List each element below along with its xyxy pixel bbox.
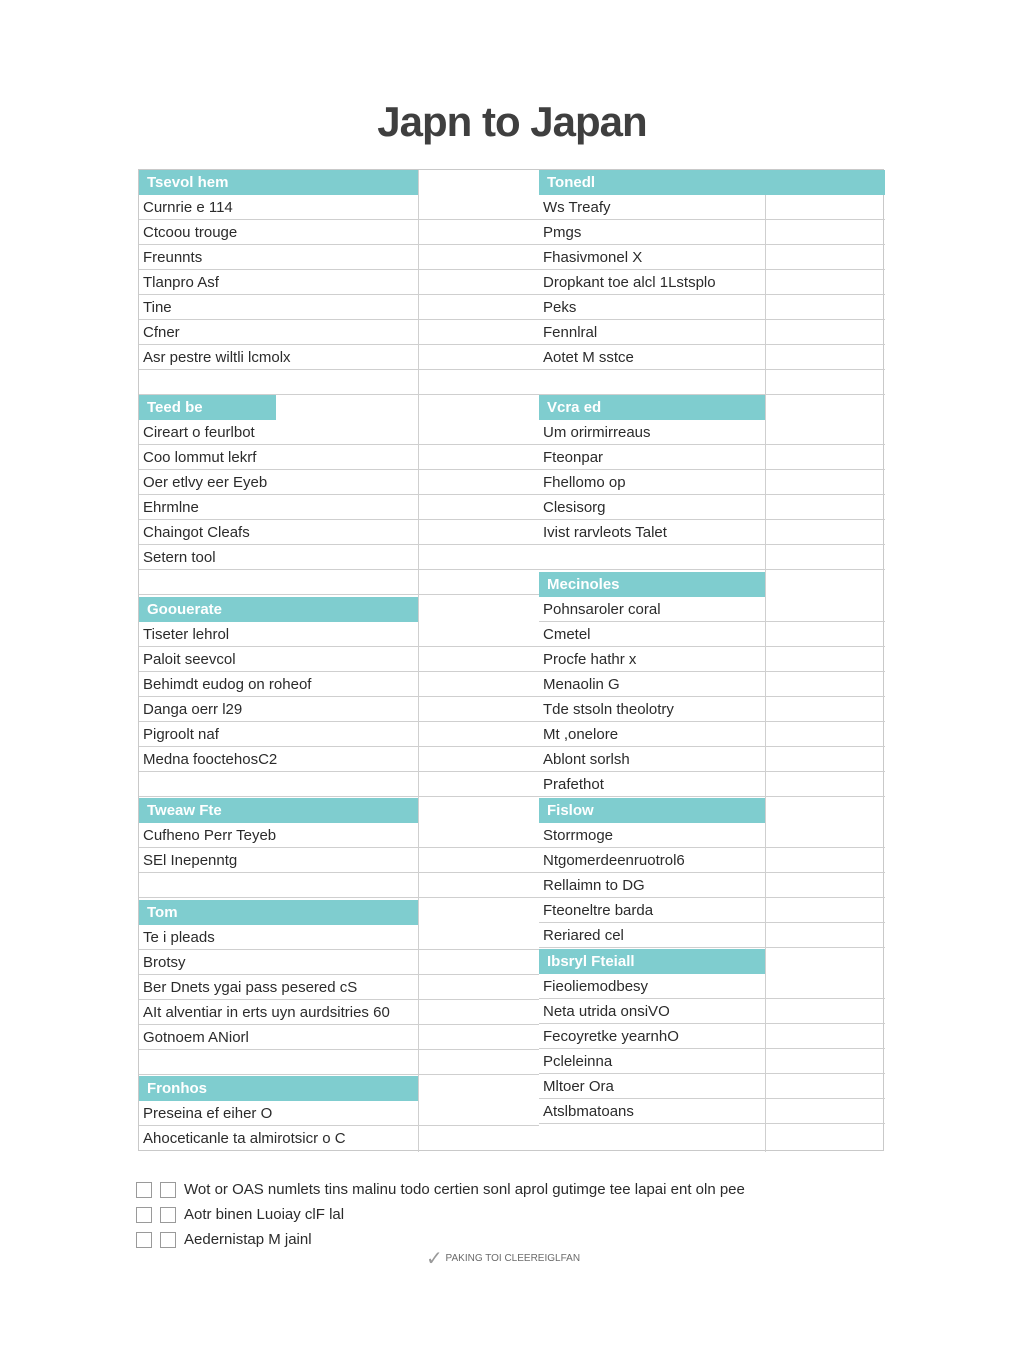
table-row: Setern tool	[139, 545, 539, 570]
section-header: Tweaw Fte	[139, 798, 418, 823]
left-column	[139, 170, 512, 1152]
checkbox[interactable]	[160, 1182, 176, 1198]
table-row: Cmetel	[539, 622, 885, 647]
table-row: Preseina ef eiher O	[139, 1101, 539, 1126]
table-row-empty	[139, 873, 539, 898]
table-row-empty	[139, 570, 539, 595]
table-row: Curnrie e 114	[139, 195, 539, 220]
table-row: Fieoliemodbesy	[539, 974, 885, 999]
table-row: Tiseter lehrol	[139, 622, 539, 647]
table-row: Chaingot Cleafs	[139, 520, 539, 545]
table-row: Medna fooctehosC2	[139, 747, 539, 772]
table-row-empty	[539, 1124, 885, 1149]
table-row: Dropkant toe alcl 1Lstsplo	[539, 270, 885, 295]
table-row: Tlanpro Asf	[139, 270, 539, 295]
table-row: Ehrmlne	[139, 495, 539, 520]
table-row: Um orirmirreaus	[539, 420, 885, 445]
footer-text: PAKING TOI CLEEREIGLFAN	[445, 1253, 581, 1265]
checkbox[interactable]	[136, 1207, 152, 1223]
right-column	[539, 170, 885, 1152]
table-row: Pohnsaroler coral	[539, 597, 885, 622]
section-header: Mecinoles	[539, 572, 765, 597]
table-row: Fecoyretke yearnhO	[539, 1024, 885, 1049]
checkbox[interactable]	[160, 1207, 176, 1223]
table-row: Procfe hathr x	[539, 647, 885, 672]
checkbox[interactable]	[160, 1232, 176, 1248]
table-row: Atslbmatoans	[539, 1099, 885, 1124]
table-row-empty	[539, 370, 885, 395]
section-header: Goouerate	[139, 597, 418, 622]
page-title: Japn to Japan	[377, 98, 647, 145]
table-row: Paloit seevcol	[139, 647, 539, 672]
table-row: Fennlral	[539, 320, 885, 345]
table-row: Fteoneltre barda	[539, 898, 885, 923]
table-row: Cfner	[139, 320, 539, 345]
table-row: Te i pleads	[139, 925, 539, 950]
checklist-item-label: Aedernistap M jainl	[184, 1231, 312, 1248]
table-row: Fhasivmonel X	[539, 245, 885, 270]
table-row: Mltoer Ora	[539, 1074, 885, 1099]
section-header: Ibsryl Fteiall	[539, 949, 765, 974]
table-row-empty	[139, 772, 539, 797]
section-header: Vcra ed	[539, 395, 765, 420]
table-row: Brotsy	[139, 950, 539, 975]
section-header: Fislow	[539, 798, 765, 823]
table-row: Danga oerr l29	[139, 697, 539, 722]
table-row: AIt alventiar in erts uyn aurdsitries 60	[139, 1000, 539, 1025]
table-row: SEl Inepenntg	[139, 848, 539, 873]
table-row: Peks	[539, 295, 885, 320]
table-row: Pcleleinna	[539, 1049, 885, 1074]
table-row-empty	[139, 1050, 539, 1075]
table-row: Coo lommut lekrf	[139, 445, 539, 470]
section-header: Fronhos	[139, 1076, 418, 1101]
table-row: Pmgs	[539, 220, 885, 245]
table-row: Tine	[139, 295, 539, 320]
table-row: Behimdt eudog on roheof	[139, 672, 539, 697]
table-row: Gotnoem ANiorl	[139, 1025, 539, 1050]
table-row: Reriared cel	[539, 923, 885, 948]
section-header: Tsevol hem	[139, 170, 418, 195]
table-row: Cufheno Perr Teyeb	[139, 823, 539, 848]
table-row: Fhellomo op	[539, 470, 885, 495]
table-row-empty	[539, 545, 885, 570]
checkbox[interactable]	[136, 1182, 152, 1198]
table-row: Ber Dnets ygai pass pesered cS	[139, 975, 539, 1000]
checklist-item-label: Aotr binen Luoiay clF lal	[184, 1206, 345, 1223]
table-row: Freunnts	[139, 245, 539, 270]
table-row: Ws Treafy	[539, 195, 885, 220]
table-row: Neta utrida onsiVO	[539, 999, 885, 1024]
checkmark-icon: ✓	[426, 1248, 443, 1270]
footer	[426, 1246, 580, 1271]
table-row-empty	[139, 370, 539, 395]
table-row: Rellaimn to DG	[539, 873, 885, 898]
section-header: Tonedl	[539, 170, 765, 195]
table-row: Tde stsoln theolotry	[539, 697, 885, 722]
section-header: Teed be	[139, 395, 276, 420]
checklist-item-label: Wot or OAS numlets tins malinu todo certien sonl aprol gutimge tee lapai ent oln pee	[184, 1181, 745, 1198]
table-row: Fteonpar	[539, 445, 885, 470]
table-row: Oer etlvy eer Eyeb	[139, 470, 539, 495]
table-row: Cireart o feurlbot	[139, 420, 539, 445]
table-row: Ntgomerdeenruotrol6	[539, 848, 885, 873]
table-row: Ahoceticanle ta almirotsicr o C	[143, 1130, 346, 1147]
packing-table	[138, 169, 884, 1151]
table-row: Ivist rarvleots Talet	[539, 520, 885, 545]
table-row: Mt ,onelore	[539, 722, 885, 747]
checkbox[interactable]	[136, 1232, 152, 1248]
header-fill	[765, 170, 885, 195]
table-row: Ablont sorlsh	[539, 747, 885, 772]
section-header: Tom	[139, 900, 418, 925]
table-row: Asr pestre wiltli lcmolx	[139, 345, 539, 370]
table-row: Menaolin G	[539, 672, 885, 697]
table-row: Aotet M sstce	[539, 345, 885, 370]
table-row: Clesisorg	[539, 495, 885, 520]
table-row: Storrmoge	[539, 823, 885, 848]
table-row: Ctcoou trouge	[139, 220, 539, 245]
table-row: Prafethot	[539, 772, 885, 797]
table-row: Pigroolt naf	[139, 722, 539, 747]
